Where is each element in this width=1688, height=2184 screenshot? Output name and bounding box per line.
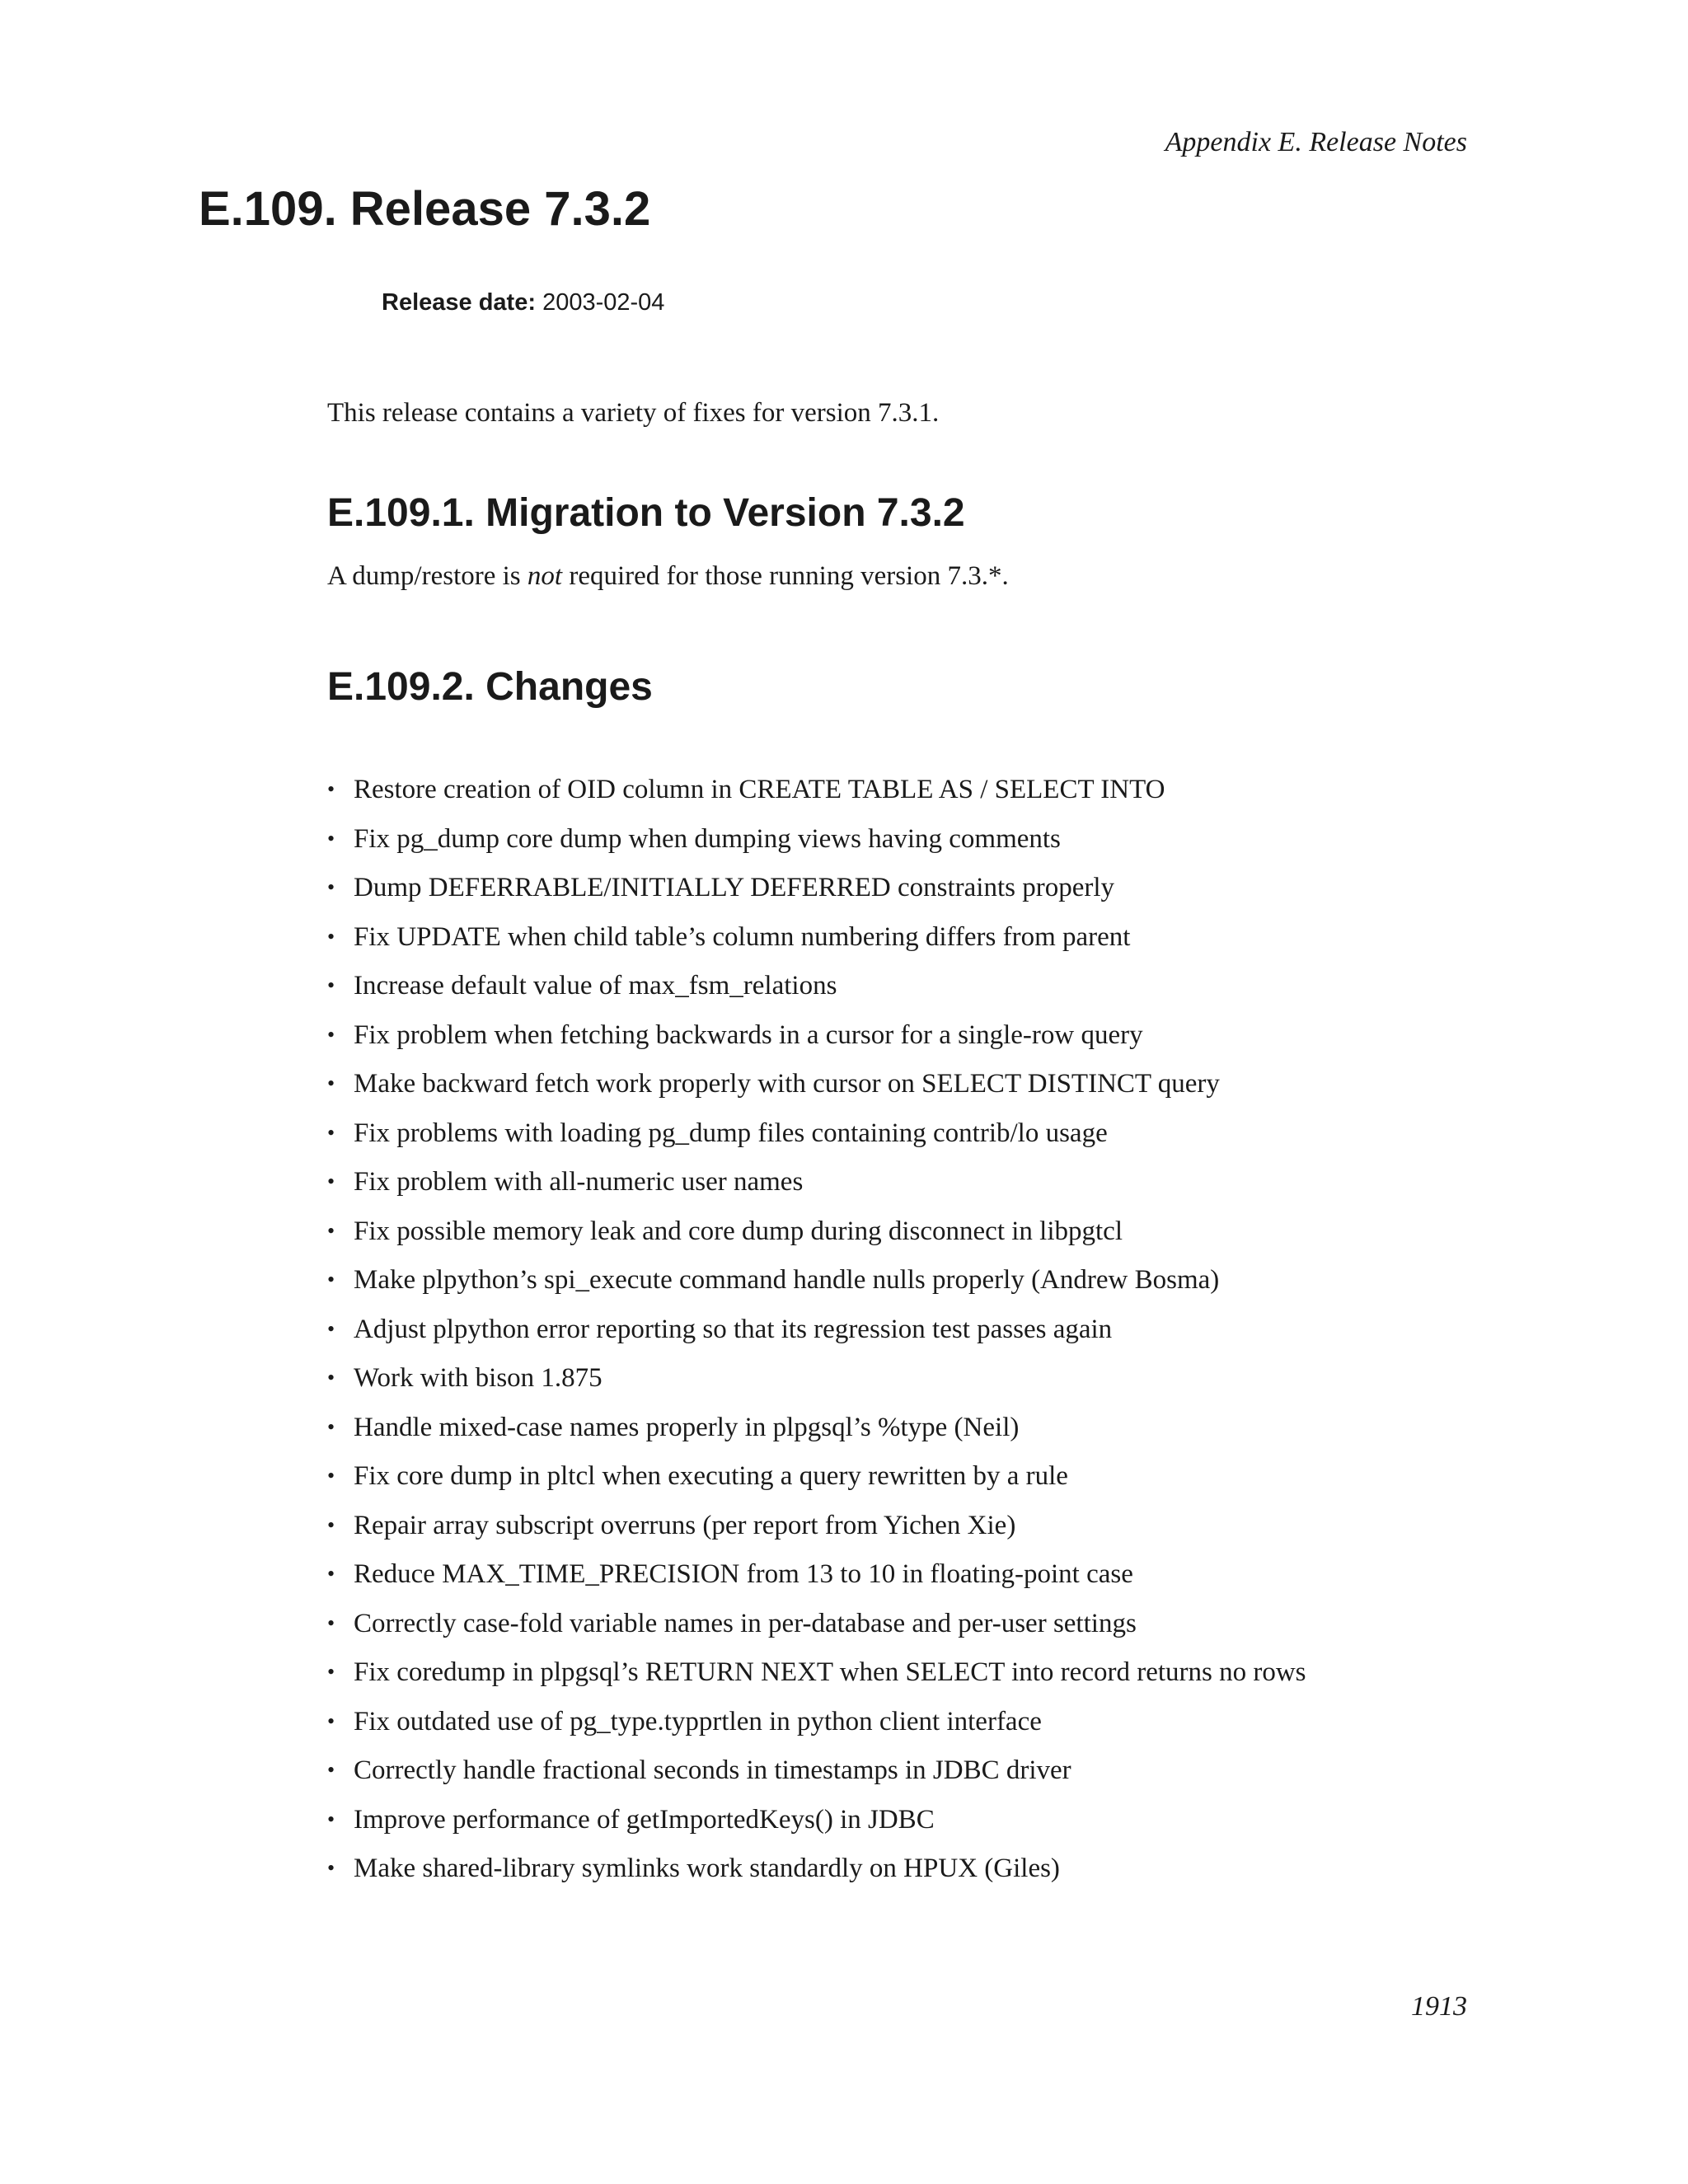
bullet-icon: • — [327, 1169, 335, 1193]
list-item-text: Fix problem when fetching backwards in a cursor for a single-row query — [354, 1019, 1143, 1050]
bullet-icon: • — [327, 1610, 335, 1635]
list-item-text: Handle mixed-case names properly in plpgsql’s %type (Neil) — [354, 1412, 1020, 1442]
intro-paragraph: This release contains a variety of fixes for version 7.3.1. — [327, 398, 940, 428]
list-item — [327, 1019, 1306, 1068]
section-heading-changes: E.109.2. Changes — [327, 665, 653, 709]
bullet-icon: • — [327, 1120, 335, 1145]
list-item — [327, 1803, 1306, 1853]
changes-list — [327, 773, 1306, 1901]
list-item — [327, 1852, 1306, 1901]
list-item-text: Increase default value of max_fsm_relations — [354, 971, 837, 1001]
list-item — [327, 1558, 1306, 1607]
list-item — [327, 1361, 1306, 1411]
list-item — [327, 1607, 1306, 1657]
migration-text-before: A dump/restore is — [327, 561, 528, 591]
bullet-icon: • — [327, 1268, 335, 1291]
list-item — [327, 921, 1306, 970]
bullet-icon: • — [327, 924, 335, 949]
bullet-icon: • — [327, 1856, 335, 1880]
list-item — [327, 1460, 1306, 1509]
list-item-text: Repair array subscript overruns (per report from Yichen Xie) — [354, 1510, 1016, 1540]
bullet-icon: • — [327, 1562, 335, 1586]
list-item — [327, 871, 1306, 921]
bullet-icon: • — [327, 826, 335, 851]
bullet-icon: • — [327, 1660, 335, 1684]
running-header: Appendix E. Release Notes — [1165, 127, 1467, 157]
list-item — [327, 1754, 1306, 1803]
list-item-text: Dump DEFERRABLE/INITIALLY DEFERRED constraints properly — [354, 873, 1115, 902]
bullet-icon: • — [327, 1414, 335, 1439]
list-item-text: Work with bison 1.875 — [354, 1363, 603, 1393]
list-item — [327, 1705, 1306, 1755]
migration-text-after: required for those running version 7.3.*. — [562, 561, 1009, 591]
release-date-value: 2003-02-04 — [542, 289, 665, 316]
list-item-text: Make plpython’s spi_execute command handle nulls properly (Andrew Bosma) — [354, 1265, 1220, 1295]
bullet-icon: • — [327, 1022, 335, 1047]
list-item — [327, 1117, 1306, 1166]
bullet-icon: • — [327, 1218, 335, 1243]
bullet-icon: • — [327, 1807, 335, 1831]
bullet-icon: • — [327, 1512, 335, 1537]
page-title: E.109. Release 7.3.2 — [199, 182, 651, 236]
list-item — [327, 1656, 1306, 1705]
migration-emphasis: not — [527, 561, 563, 591]
list-item — [327, 1067, 1306, 1117]
bullet-icon: • — [327, 1366, 335, 1390]
list-item — [327, 1313, 1306, 1362]
bullet-icon: • — [327, 875, 335, 899]
list-item — [327, 823, 1306, 872]
bullet-icon: • — [327, 1316, 335, 1341]
list-item-text: Make shared-library symlinks work standardly on HPUX (Giles) — [354, 1854, 1060, 1883]
section-heading-migration: E.109.1. Migration to Version 7.3.2 — [327, 491, 965, 535]
list-item-text: Correctly case-fold variable names in per-database and per-user settings — [354, 1608, 1137, 1638]
bullet-icon: • — [327, 1071, 335, 1095]
bullet-icon: • — [327, 1758, 335, 1782]
list-item-text: Fix coredump in plpgsql’s RETURN NEXT when SELECT into record returns no rows — [354, 1657, 1306, 1687]
list-item-text: Reduce MAX_TIME_PRECISION from 13 to 10 in floating-point case — [354, 1559, 1133, 1589]
list-item-text: Make backward fetch work properly with cursor on SELECT DISTINCT query — [354, 1069, 1220, 1099]
list-item-text: Fix outdated use of pg_type.typprtlen in python client interface — [354, 1706, 1042, 1736]
list-item — [327, 1411, 1306, 1460]
list-item-text: Adjust plpython error reporting so that its regression test passes again — [354, 1314, 1113, 1344]
bullet-icon: • — [327, 1464, 335, 1488]
migration-paragraph — [327, 560, 1009, 593]
list-item-text: Fix core dump in pltcl when executing a query rewritten by a rule — [354, 1461, 1068, 1491]
list-item-text: Fix pg_dump core dump when dumping views having comments — [354, 823, 1061, 854]
list-item — [327, 1509, 1306, 1558]
list-item-text: Fix problems with loading pg_dump files containing contrib/lo usage — [354, 1118, 1108, 1148]
list-item — [327, 1215, 1306, 1264]
bullet-icon: • — [327, 973, 335, 997]
list-item-text: Restore creation of OID column in CREATE TABLE AS / SELECT INTO — [354, 775, 1165, 804]
bullet-icon: • — [327, 777, 335, 801]
list-item — [327, 773, 1306, 823]
list-item — [327, 1263, 1306, 1313]
list-item-text: Fix possible memory leak and core dump during disconnect in libpgtcl — [354, 1216, 1123, 1246]
list-item — [327, 1165, 1306, 1215]
release-date — [382, 288, 664, 317]
release-date-label: Release date: — [382, 289, 536, 316]
list-item-text: Correctly handle fractional seconds in timestamps in JDBC driver — [354, 1755, 1071, 1785]
list-item-text: Fix UPDATE when child table’s column numbering differs from parent — [354, 921, 1131, 952]
list-item — [327, 969, 1306, 1019]
list-item-text: Improve performance of getImportedKeys() in JDBC — [354, 1804, 935, 1835]
list-item-text: Fix problem with all-numeric user names — [354, 1167, 804, 1197]
bullet-icon: • — [327, 1708, 335, 1733]
page-number: 1913 — [1411, 1991, 1467, 2022]
